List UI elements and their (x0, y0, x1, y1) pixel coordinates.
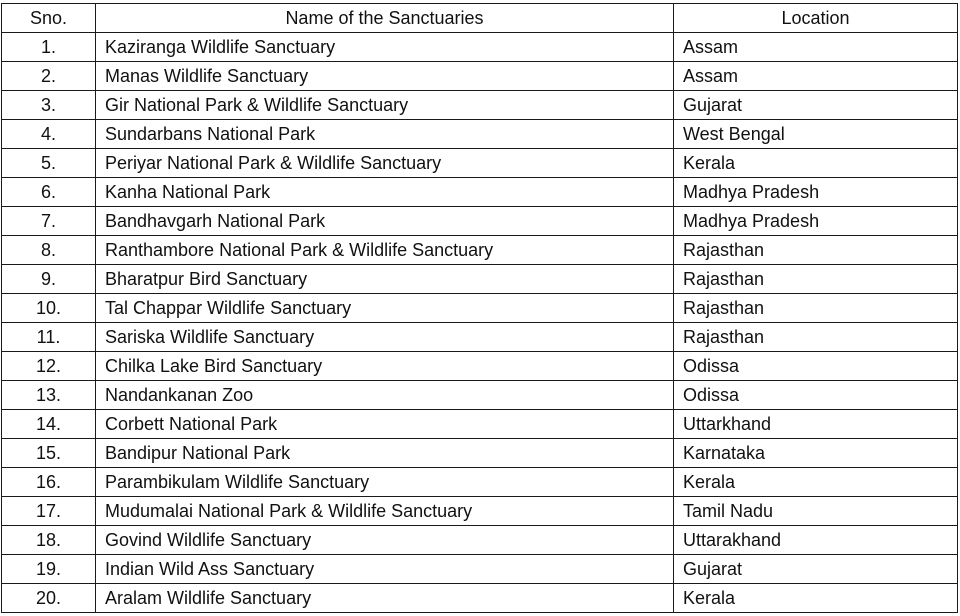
row-location: Odissa (674, 352, 958, 381)
row-name: Bharatpur Bird Sanctuary (96, 265, 674, 294)
row-location: Tamil Nadu (674, 497, 958, 526)
table-row (2, 149, 958, 178)
row-sno: 7. (2, 207, 96, 236)
row-location: Rajasthan (674, 236, 958, 265)
row-name: Kaziranga Wildlife Sanctuary (96, 33, 674, 62)
row-location: Madhya Pradesh (674, 207, 958, 236)
row-location: Uttarakhand (674, 526, 958, 555)
table-row (2, 584, 958, 613)
table-row (2, 33, 958, 62)
row-sno: 15. (2, 439, 96, 468)
row-location: Rajasthan (674, 294, 958, 323)
row-location: Kerala (674, 584, 958, 613)
row-sno: 3. (2, 91, 96, 120)
row-name: Sundarbans National Park (96, 120, 674, 149)
row-name: Aralam Wildlife Sanctuary (96, 584, 674, 613)
table-header (2, 4, 958, 33)
row-sno: 5. (2, 149, 96, 178)
table-row (2, 265, 958, 294)
row-name: Periyar National Park & Wildlife Sanctuary (96, 149, 674, 178)
header-name: Name of the Sanctuaries (96, 4, 674, 33)
table-row (2, 207, 958, 236)
row-name: Nandankanan Zoo (96, 381, 674, 410)
row-name: Bandhavgarh National Park (96, 207, 674, 236)
row-location: Karnataka (674, 439, 958, 468)
table-row (2, 178, 958, 207)
row-sno: 13. (2, 381, 96, 410)
row-location: Kerala (674, 468, 958, 497)
table-body (2, 33, 958, 613)
table-row (2, 120, 958, 149)
row-sno: 19. (2, 555, 96, 584)
row-name: Ranthambore National Park & Wildlife Sanctuary (96, 236, 674, 265)
header-location: Location (674, 4, 958, 33)
row-name: Gir National Park & Wildlife Sanctuary (96, 91, 674, 120)
row-location: Assam (674, 62, 958, 91)
row-name: Manas Wildlife Sanctuary (96, 62, 674, 91)
header-row (2, 4, 958, 33)
table-row (2, 236, 958, 265)
table-row (2, 410, 958, 439)
row-sno: 11. (2, 323, 96, 352)
row-sno: 9. (2, 265, 96, 294)
row-location: Rajasthan (674, 265, 958, 294)
row-name: Parambikulam Wildlife Sanctuary (96, 468, 674, 497)
table-row (2, 497, 958, 526)
row-name: Mudumalai National Park & Wildlife Sanctuary (96, 497, 674, 526)
row-sno: 8. (2, 236, 96, 265)
row-name: Tal Chappar Wildlife Sanctuary (96, 294, 674, 323)
row-name: Indian Wild Ass Sanctuary (96, 555, 674, 584)
row-sno: 4. (2, 120, 96, 149)
row-sno: 14. (2, 410, 96, 439)
header-sno: Sno. (2, 4, 96, 33)
table-row (2, 62, 958, 91)
row-sno: 2. (2, 62, 96, 91)
table-row (2, 352, 958, 381)
row-location: West Bengal (674, 120, 958, 149)
row-sno: 12. (2, 352, 96, 381)
sanctuaries-table (1, 3, 958, 613)
table-row (2, 468, 958, 497)
row-sno: 18. (2, 526, 96, 555)
row-location: Uttarkhand (674, 410, 958, 439)
row-sno: 17. (2, 497, 96, 526)
table-row (2, 91, 958, 120)
table-row (2, 294, 958, 323)
row-name: Govind Wildlife Sanctuary (96, 526, 674, 555)
row-name: Bandipur National Park (96, 439, 674, 468)
row-location: Madhya Pradesh (674, 178, 958, 207)
row-sno: 20. (2, 584, 96, 613)
table-row (2, 555, 958, 584)
row-name: Corbett National Park (96, 410, 674, 439)
row-location: Gujarat (674, 91, 958, 120)
table-row (2, 439, 958, 468)
row-location: Gujarat (674, 555, 958, 584)
row-location: Odissa (674, 381, 958, 410)
row-name: Chilka Lake Bird Sanctuary (96, 352, 674, 381)
row-name: Sariska Wildlife Sanctuary (96, 323, 674, 352)
row-sno: 6. (2, 178, 96, 207)
row-location: Rajasthan (674, 323, 958, 352)
row-name: Kanha National Park (96, 178, 674, 207)
row-sno: 16. (2, 468, 96, 497)
table-row (2, 323, 958, 352)
table-row (2, 526, 958, 555)
table-row (2, 381, 958, 410)
row-location: Kerala (674, 149, 958, 178)
row-sno: 10. (2, 294, 96, 323)
row-location: Assam (674, 33, 958, 62)
row-sno: 1. (2, 33, 96, 62)
